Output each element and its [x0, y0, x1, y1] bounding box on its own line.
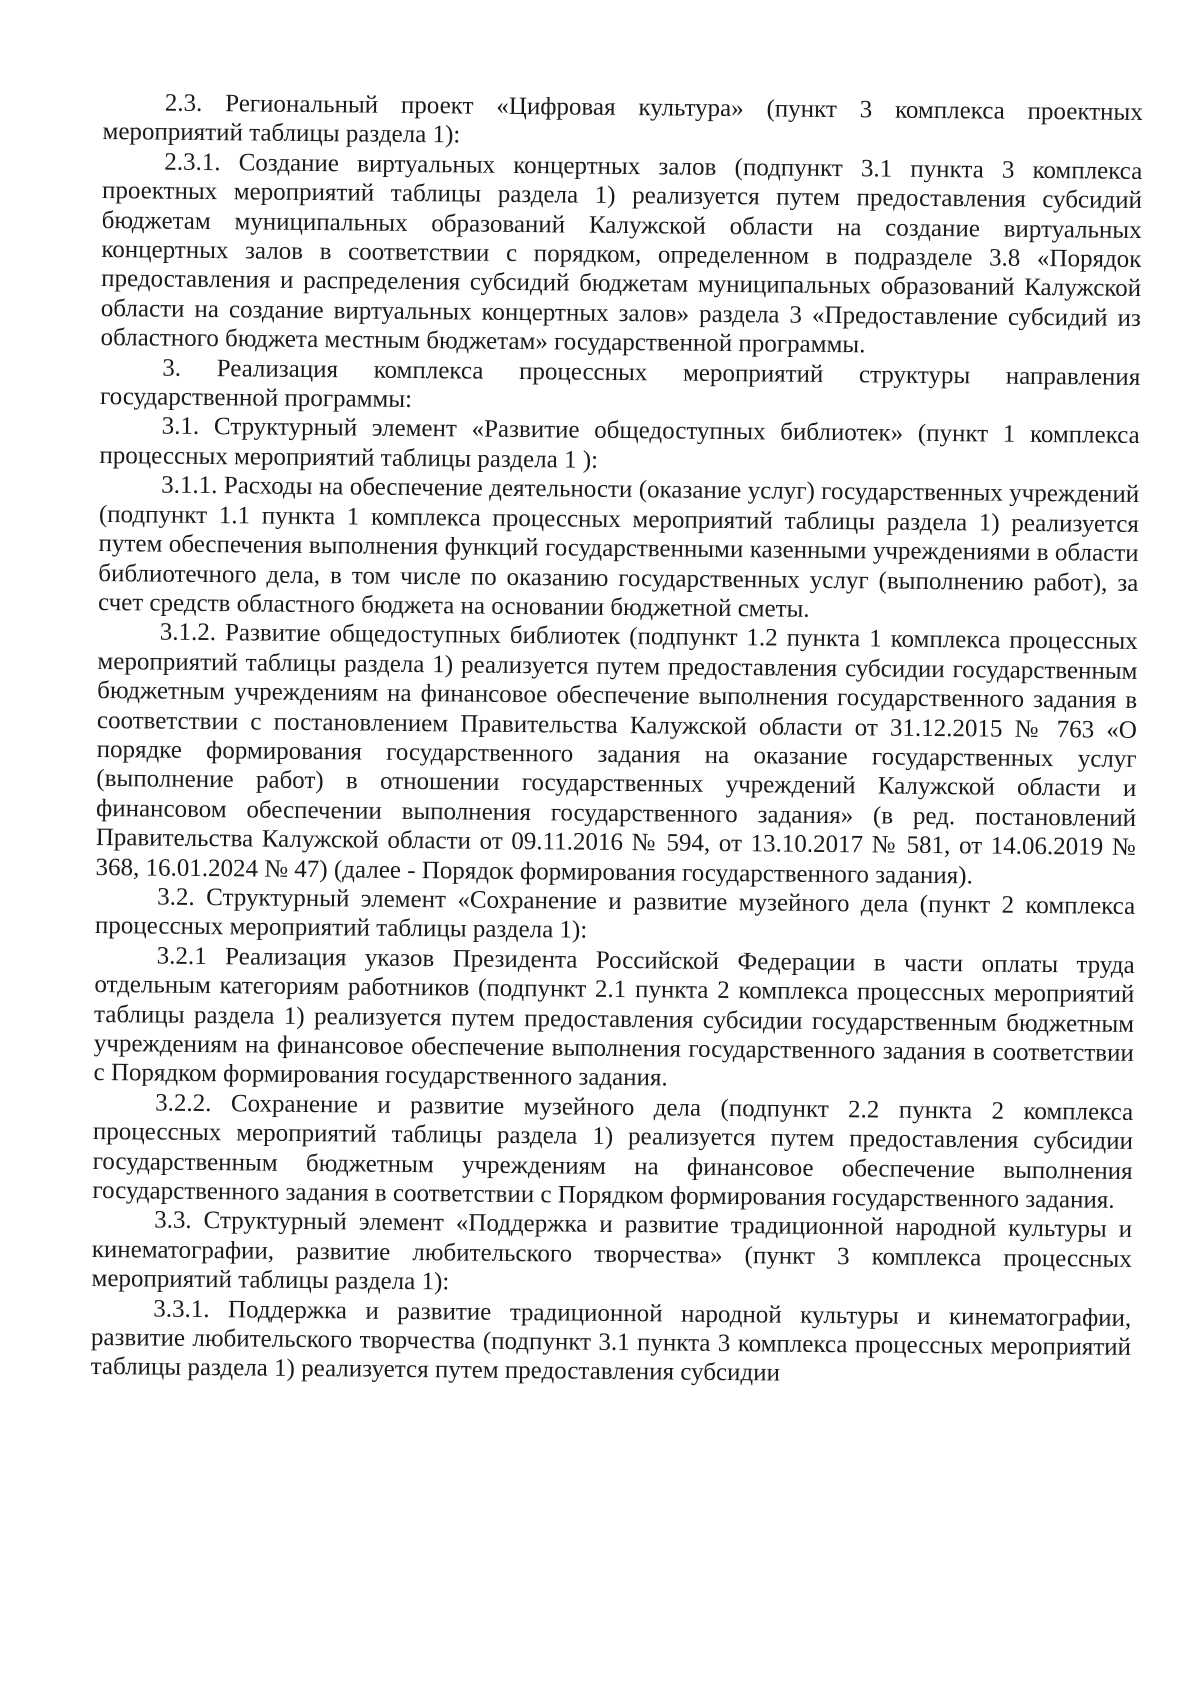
- paragraph-2-3-1: 2.3.1. Создание виртуальных концертных залов (подпункт 3.1 пункта 3 комплекса проектных мероприятий таблицы раздела 1) реализуется путем предоставления субсидий бюджетам муниципальных образований Калужской области на создание виртуальных концертных залов в соответствии с порядком, определенном в подразделе 3.8 «Порядок предоставления и распределения субсидий бюджетам муниципальных образований Калужской области на создание виртуальных концертных залов» раздела 3 «Предоставление субсидий из областного бюджета местным бюджетам» государственной программы.: [100, 148, 1143, 359]
- paragraph-3-3-1: 3.3.1. Поддержка и развитие традиционной народной культуры и кинематографии, развитие любительского творчества (подпункт 3.1 пункта 3 комплекса процессных мероприятий таблицы раздела 1) реализуется путем предоставления субсидии: [90, 1295, 1132, 1388]
- paragraph-3-2-2: 3.2.2. Сохранение и развитие музейного дела (подпункт 2.2 пункта 2 комплекса процессных мероприятий таблицы раздела 1) реализуется путем предоставления субсидии государственным бюджетным учреждениям на финансовое обеспечение выполнения государственного задания в соответствии с Порядком формирования государственного задания.: [92, 1089, 1134, 1214]
- document-page: [91, 88, 1143, 1392]
- paragraph-3: 3. Реализация комплекса процессных мероприятий структуры направления государственной программы:: [99, 354, 1141, 414]
- paragraph-3-1-1: 3.1.1. Расходы на обеспечение деятельности (оказание услуг) государственных учреждений (подпункт 1.1 пункта 1 комплекса процессных мероприятий таблицы раздела 1) реализуется путем обеспечения выполнения функций государственными казенными учреждениями в области библиотечного дела, в том числе по оказанию государственных услуг (выполнению работ), за счет средств областного бюджета на основании бюджетной сметы.: [97, 471, 1140, 623]
- paragraph-3-1-2: 3.1.2. Развитие общедоступных библиотек (подпункт 1.2 пункта 1 комплекса процессных мероприятий таблицы раздела 1) реализуется путем предоставления субсидии государственным бюджетным учреждениям на финансовое обеспечение выполнения государственного задания в соответствии с постановлением Правительства Калужской области от 31.12.2015 № 763 «О порядке формирования государственного задания на оказание государственных услуг (выполнение работ) в отношении государственных учреждений Калужской области и финансовом обеспечении выполнения государственного задания» (в ред. постановлений Правительства Калужской области от 09.11.2016 № 594, от 13.10.2017 № 581, от 14.06.2019 № 368, 16.01.2024 № 47) (далее - Порядок формирования государственного задания).: [95, 618, 1138, 889]
- paragraph-2-3: 2.3. Региональный проект «Цифровая культура» (пункт 3 комплекса проектных мероприятий таблицы раздела 1):: [102, 89, 1143, 149]
- paragraph-3-2: 3.2. Структурный элемент «Сохранение и развитие музейного дела (пункт 2 комплекса процессных мероприятий таблицы раздела 1):: [94, 883, 1136, 945]
- paragraph-3-2-1: 3.2.1 Реализация указов Президента Российской Федерации в части оплаты труда отдельным категориям работников (подпункт 2.1 пункта 2 комплекса процессных мероприятий таблицы раздела 1) реализуется путем предоставления субсидии государственным бюджетным учреждениям на финансовое обеспечение выполнения государственного задания в соответствии с Порядком формирования государственного задания.: [93, 942, 1135, 1092]
- paragraph-3-1: 3.1. Структурный элемент «Развитие общедоступных библиотек» (пункт 1 комплекса процессных мероприятий таблицы раздела 1 ):: [99, 413, 1140, 474]
- paragraph-3-3: 3.3. Структурный элемент «Поддержка и развитие традиционной народной культуры и кинематографии, развитие любительского творчества» (пункт 3 комплекса процессных мероприятий таблицы раздела 1):: [91, 1206, 1133, 1296]
